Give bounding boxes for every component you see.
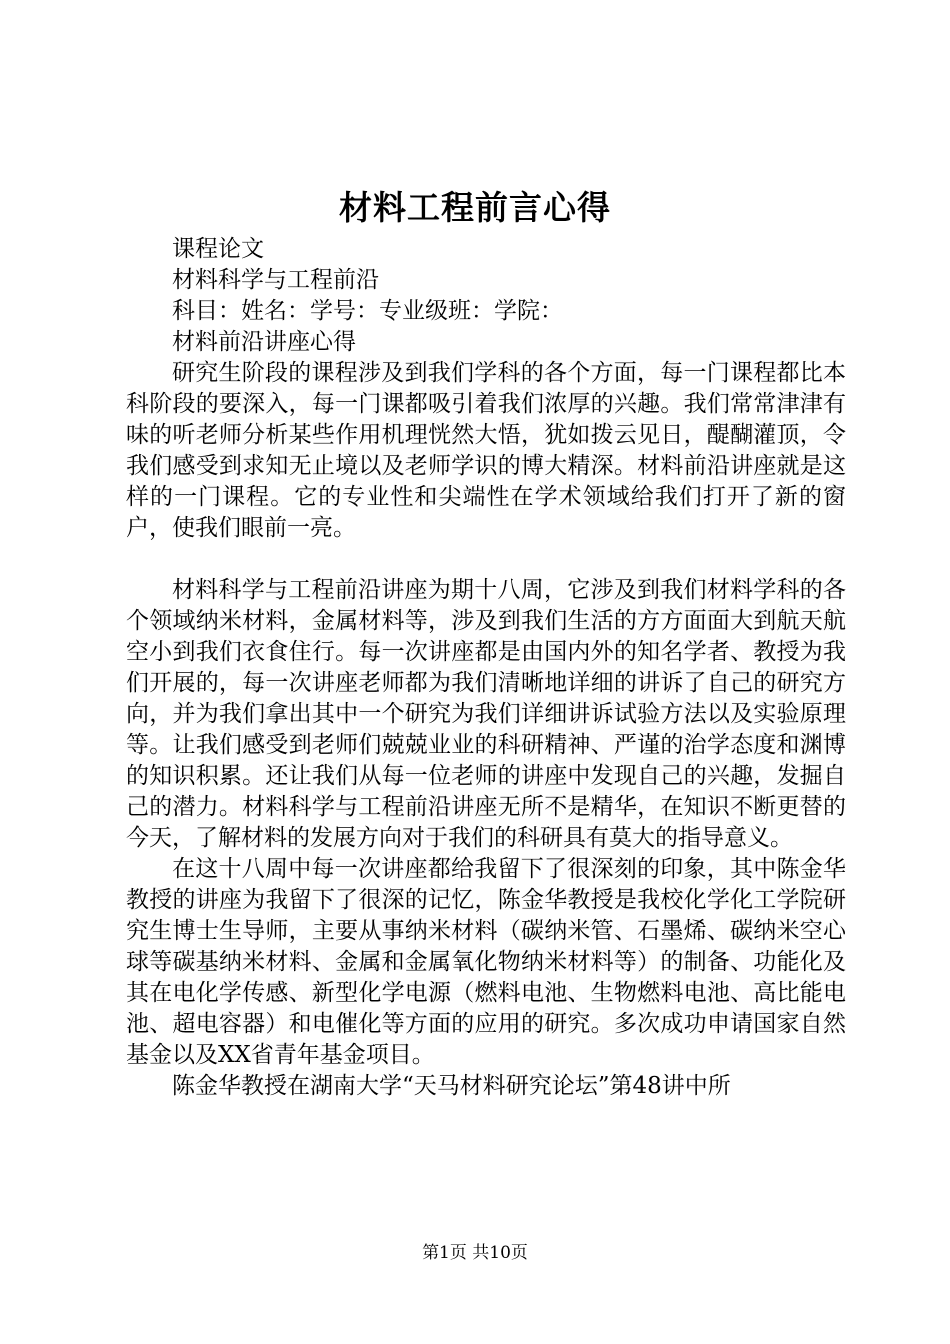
essay-subtitle: 材料前沿讲座心得 (172, 329, 356, 355)
paragraph-1: 研究生阶段的课程涉及到我们学科的各个方面，每一门课程都比本科阶段的要深入，每一门课都吸引着我们浓厚的兴趣。我们常常津津有味的听老师分析某些作用机理恍然大悟，犹如拨云见日，醍醐灌顶，令我们感受到求知无止境以及老师学识的博大精深。材料前沿讲座就是这样的一门课程。它的专业性和尖端性在学术领域给我们打开了新的窗户，使我们眼前一亮。 (126, 360, 846, 541)
document-title: 材料工程前言心得 (339, 188, 611, 227)
paragraph-3: 在这十八周中每一次讲座都给我留下了很深刻的印象，其中陈金华教授的讲座为我留下了很深的记忆，陈金华教授是我校化学化工学院研究生博士生导师，主要从事纳米材料（碳纳米管、石墨烯、碳纳米空心球等碳基纳米材料、金属和金属氧化物纳米材料等）的制备、功能化及其在电化学传感、新型化学电源（燃料电池、生物燃料电池、高比能电池、超电容器）和电催化等方面的应用的研究。多次成功申请国家自然基金以及XX省青年基金项目。 (126, 856, 846, 1068)
paragraph-2: 材料科学与工程前沿讲座为期十八周，它涉及到我们材料学科的各个领域纳米材料，金属材料等，涉及到我们生活的方方面面大到航天航空小到我们衣食住行。每一次讲座都是由国内外的知名学者、教授为我们开展的，每一次讲座老师都为我们清晰地详细的讲诉了自己的研究方向，并为我们拿出其中一个研究为我们详细讲诉试验方法以及实验原理等。让我们感受到老师们兢兢业业的科研精神、严谨的治学态度和渊博的知识积累。还让我们从每一位老师的讲座中发现自己的兴趣，发掘自己的潜力。材料科学与工程前沿讲座无所不是精华，在知识不断更替的今天，了解材料的发展方向对于我们的科研具有莫大的指导意义。 (126, 577, 846, 851)
page-footer: 第1页 共10页 (422, 1243, 528, 1263)
paragraph-4: 陈金华教授在湖南大学“天马材料研究论坛”第48讲中所 (172, 1073, 731, 1099)
student-info-line: 科目：姓名：学号：专业级班：学院： (172, 298, 563, 324)
document-body (126, 234, 846, 1102)
course-name: 材料科学与工程前沿 (172, 267, 379, 293)
course-paper-label: 课程论文 (172, 236, 264, 262)
